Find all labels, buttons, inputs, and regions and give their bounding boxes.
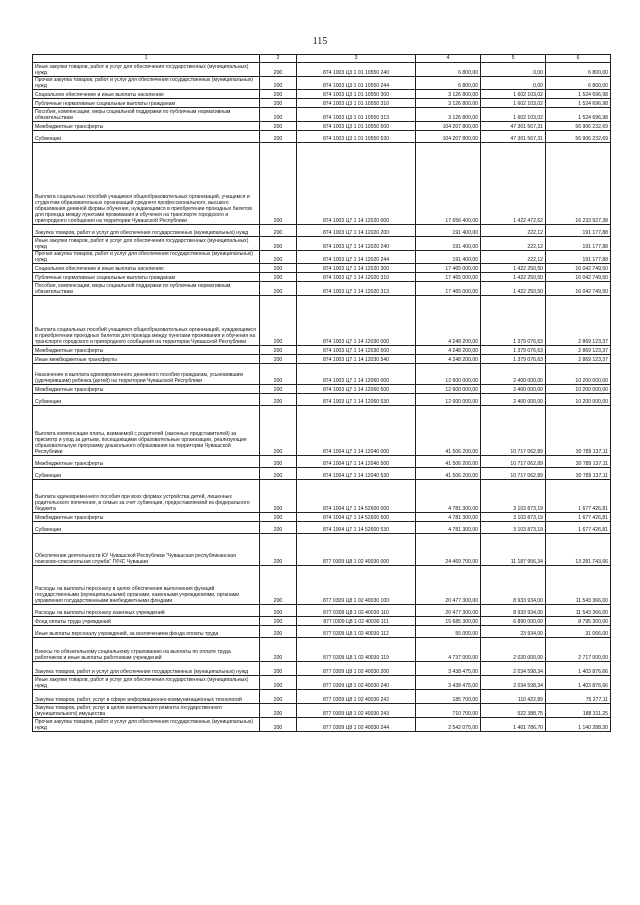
row-name-cell: Субвенции	[33, 522, 260, 534]
line-code-cell: 200	[260, 522, 297, 534]
row-name-cell: Закупка товаров, работ, услуг в сфере информационно-коммуникационных технологий	[33, 690, 260, 704]
approved-amount-cell: 41 506 200,00	[416, 456, 481, 468]
unexecuted-amount-cell: 56 906 232,69	[546, 122, 611, 131]
executed-amount-cell: 1 422 250,50	[481, 282, 546, 296]
line-code-cell: 200	[260, 273, 297, 282]
budget-classification-code-cell: 874 1003 Ц7 1 14 12020 244	[297, 251, 416, 264]
table-row	[33, 676, 611, 690]
table-row	[33, 718, 611, 732]
approved-amount-cell: 4 781 300,00	[416, 522, 481, 534]
row-name-cell: Межбюджетные трансферты	[33, 122, 260, 131]
unexecuted-amount-cell: 6 800,00	[546, 77, 611, 90]
unexecuted-amount-cell: 11 543 366,00	[546, 605, 611, 617]
executed-amount-cell: 1 422 250,50	[481, 264, 546, 273]
line-code-cell: 200	[260, 690, 297, 704]
budget-classification-code-cell: 874 1003 Ц7 1 14 12060 530	[297, 394, 416, 406]
approved-amount-cell: 4 248 200,00	[416, 346, 481, 355]
budget-classification-code-cell: 877 0309 Ц8 1 02 40030 240	[297, 676, 416, 690]
row-name-cell: Публичные нормативные социальные выплаты гражданам	[33, 273, 260, 282]
executed-amount-cell: 8 933 934,00	[481, 566, 546, 605]
approved-amount-cell: 104 207 800,00	[416, 131, 481, 143]
row-name-cell: Социальное обеспечение и иные выплаты населению	[33, 264, 260, 273]
approved-amount-cell: 710 700,00	[416, 704, 481, 718]
approved-amount-cell: 104 207 800,00	[416, 122, 481, 131]
table-row	[33, 77, 611, 90]
table-row	[33, 566, 611, 605]
table-row	[33, 225, 611, 237]
executed-amount-cell: 1 602 103,02	[481, 108, 546, 122]
line-code-cell: 200	[260, 77, 297, 90]
budget-classification-code-cell: 877 0309 Ц8 1 02 40030 110	[297, 605, 416, 617]
line-code-cell: 200	[260, 90, 297, 99]
approved-amount-cell: 4 781 300,00	[416, 513, 481, 522]
budget-classification-code-cell: 874 1003 Ц3 1 01 10550 313	[297, 108, 416, 122]
unexecuted-amount-cell: 191 177,88	[546, 225, 611, 237]
unexecuted-amount-cell: 11 543 366,00	[546, 566, 611, 605]
table-row	[33, 122, 611, 131]
column-number: 3	[297, 55, 416, 63]
page-number: 115	[312, 36, 328, 47]
unexecuted-amount-cell: 16 042 749,50	[546, 273, 611, 282]
table-row	[33, 394, 611, 406]
line-code-cell: 200	[260, 617, 297, 626]
line-code-cell: 200	[260, 99, 297, 108]
row-name-cell: Расходы на выплаты персоналу в целях обеспечения выполнения функций государственными (муниципальными) органами, казенными учреждениями, органами управления государственными внебюджетными фондами	[33, 566, 260, 605]
executed-amount-cell: 222,12	[481, 251, 546, 264]
approved-amount-cell: 3 126 800,00	[416, 108, 481, 122]
table-row	[33, 513, 611, 522]
unexecuted-amount-cell: 10 200 000,00	[546, 364, 611, 385]
unexecuted-amount-cell: 56 906 232,69	[546, 131, 611, 143]
executed-amount-cell: 1 422 472,62	[481, 143, 546, 225]
unexecuted-amount-cell: 1 403 876,66	[546, 662, 611, 676]
row-name-cell: Прочая закупка товаров, работ и услуг для обеспечения государственных (муниципальных) нужд	[33, 251, 260, 264]
unexecuted-amount-cell: 16 042 749,50	[546, 264, 611, 273]
unexecuted-amount-cell: 1 140 288,30	[546, 718, 611, 732]
executed-amount-cell: 10 717 062,89	[481, 406, 546, 456]
table-row	[33, 626, 611, 638]
executed-amount-cell: 10 717 062,89	[481, 456, 546, 468]
row-name-cell: Иные межбюджетные трансферты	[33, 355, 260, 364]
budget-classification-code-cell: 874 1004 Ц7 1 14 12040 000	[297, 406, 416, 456]
line-code-cell: 200	[260, 131, 297, 143]
approved-amount-cell: 191 400,00	[416, 237, 481, 251]
executed-amount-cell: 110 422,89	[481, 690, 546, 704]
executed-amount-cell: 2 400 000,00	[481, 385, 546, 394]
unexecuted-amount-cell: 30 789 137,11	[546, 406, 611, 456]
executed-amount-cell: 0,00	[481, 63, 546, 77]
table-row	[33, 90, 611, 99]
unexecuted-amount-cell: 1 677 426,81	[546, 513, 611, 522]
row-name-cell: Межбюджетные трансферты	[33, 385, 260, 394]
unexecuted-amount-cell: 2 717 000,00	[546, 638, 611, 662]
executed-amount-cell: 23 934,00	[481, 626, 546, 638]
budget-classification-code-cell: 874 1003 Ц7 1 14 12020 000	[297, 143, 416, 225]
table-row	[33, 364, 611, 385]
table-row	[33, 534, 611, 566]
approved-amount-cell: 15 685 300,00	[416, 617, 481, 626]
table-row	[33, 704, 611, 718]
executed-amount-cell: 2 034 598,34	[481, 662, 546, 676]
approved-amount-cell: 12 600 000,00	[416, 385, 481, 394]
budget-classification-code-cell: 874 1003 Ц3 1 01 10550 310	[297, 99, 416, 108]
budget-classification-code-cell: 874 1003 Ц7 1 14 12060 500	[297, 385, 416, 394]
row-name-cell: Социальное обеспечение и иные выплаты населению	[33, 90, 260, 99]
executed-amount-cell: 1 379 076,63	[481, 355, 546, 364]
line-code-cell: 200	[260, 480, 297, 513]
table-row	[33, 237, 611, 251]
table-row	[33, 468, 611, 480]
unexecuted-amount-cell: 1 403 876,66	[546, 676, 611, 690]
budget-classification-code-cell: 874 1003 Ц7 1 14 12020 300	[297, 264, 416, 273]
row-name-cell: Фонд оплаты труда учреждений	[33, 617, 260, 626]
approved-amount-cell: 17 656 400,00	[416, 143, 481, 225]
approved-amount-cell: 6 800,00	[416, 77, 481, 90]
row-name-cell: Иные закупки товаров, работ и услуг для обеспечения государственных (муниципальных) нужд	[33, 237, 260, 251]
budget-classification-code-cell: 877 0309 Ц8 1 02 40030 100	[297, 566, 416, 605]
budget-classification-code-cell: 877 0309 Ц8 1 02 40030 112	[297, 626, 416, 638]
table-row	[33, 406, 611, 456]
budget-classification-code-cell: 877 0309 Ц8 1 02 40030 200	[297, 662, 416, 676]
executed-amount-cell: 1 422 250,50	[481, 273, 546, 282]
unexecuted-amount-cell: 31 066,00	[546, 626, 611, 638]
unexecuted-amount-cell: 2 869 123,37	[546, 355, 611, 364]
row-name-cell: Взносы по обязательному социальному страхованию на выплаты по оплате труда работников и иные выплаты работникам учреждений	[33, 638, 260, 662]
unexecuted-amount-cell: 2 869 123,37	[546, 346, 611, 355]
approved-amount-cell: 17 465 000,00	[416, 282, 481, 296]
unexecuted-amount-cell: 2 869 123,37	[546, 296, 611, 346]
line-code-cell: 200	[260, 638, 297, 662]
line-code-cell: 200	[260, 385, 297, 394]
executed-amount-cell: 10 717 062,89	[481, 468, 546, 480]
line-code-cell: 200	[260, 282, 297, 296]
approved-amount-cell: 191 400,00	[416, 225, 481, 237]
row-name-cell: Субвенции	[33, 394, 260, 406]
line-code-cell: 200	[260, 605, 297, 617]
approved-amount-cell: 12 600 000,00	[416, 394, 481, 406]
row-name-cell: Назначение и выплата единовременного денежного пособия гражданам, усыновившим (удочерившим) ребенка (детей) на территории Чувашской Республики	[33, 364, 260, 385]
executed-amount-cell: 2 400 000,00	[481, 364, 546, 385]
table-row	[33, 251, 611, 264]
table-row	[33, 131, 611, 143]
unexecuted-amount-cell: 8 795 300,00	[546, 617, 611, 626]
approved-amount-cell: 3 438 475,00	[416, 662, 481, 676]
line-code-cell: 200	[260, 143, 297, 225]
row-name-cell: Иные выплаты персоналу учреждений, за исключением фонда оплаты труда	[33, 626, 260, 638]
budget-classification-code-cell: 874 1004 Ц7 1 14 52600 000	[297, 480, 416, 513]
line-code-cell: 200	[260, 704, 297, 718]
budget-classification-code-cell: 877 0309 Ц8 1 02 40030 242	[297, 690, 416, 704]
table-row	[33, 638, 611, 662]
approved-amount-cell: 185 700,00	[416, 690, 481, 704]
approved-amount-cell: 55 000,00	[416, 626, 481, 638]
executed-amount-cell: 3 103 873,19	[481, 480, 546, 513]
row-name-cell: Пособия, компенсации, меры социальной поддержки по публичным нормативным обязательствам	[33, 108, 260, 122]
row-name-cell: Закупка товаров, работ и услуг для обеспечения государственных (муниципальных) нужд	[33, 225, 260, 237]
budget-classification-code-cell: 874 1003 Ц3 1 01 10550 300	[297, 90, 416, 99]
row-name-cell: Межбюджетные трансферты	[33, 513, 260, 522]
table-row	[33, 605, 611, 617]
unexecuted-amount-cell: 1 524 696,98	[546, 108, 611, 122]
executed-amount-cell: 2 400 000,00	[481, 394, 546, 406]
executed-amount-cell: 47 301 567,31	[481, 131, 546, 143]
table-row	[33, 264, 611, 273]
approved-amount-cell: 17 465 000,00	[416, 264, 481, 273]
budget-classification-code-cell: 874 1003 Ц3 1 01 10550 244	[297, 77, 416, 90]
row-name-cell: Выплата социальных пособий учащимся общеобразовательных организаций, нуждающимся в приобретении проездных билетов для проезда между пунктами проживания и обучения на транспорте городского и пригородного сообщения на территории Чувашской Республики	[33, 296, 260, 346]
column-number: 6	[546, 55, 611, 63]
column-number: 2	[260, 55, 297, 63]
executed-amount-cell: 3 103 873,19	[481, 513, 546, 522]
approved-amount-cell: 191 400,00	[416, 251, 481, 264]
row-name-cell: Иные закупки товаров, работ и услуг для обеспечения государственных (муниципальных) нужд	[33, 676, 260, 690]
unexecuted-amount-cell: 6 800,00	[546, 63, 611, 77]
line-code-cell: 200	[260, 237, 297, 251]
column-number-row	[33, 55, 611, 63]
table-row	[33, 99, 611, 108]
line-code-cell: 200	[260, 534, 297, 566]
line-code-cell: 200	[260, 355, 297, 364]
approved-amount-cell: 4 781 300,00	[416, 480, 481, 513]
table-row	[33, 282, 611, 296]
budget-classification-code-cell: 874 1003 Ц7 1 14 12020 240	[297, 237, 416, 251]
approved-amount-cell: 17 465 000,00	[416, 273, 481, 282]
row-name-cell: Иные закупки товаров, работ и услуг для обеспечения государственных (муниципальных) нужд	[33, 63, 260, 77]
row-name-cell: Выплата единовременного пособия при всех формах устройства детей, лишенных родительского попечения, в семью за счет субвенции, предоставляемой из федерального бюджета	[33, 480, 260, 513]
line-code-cell: 200	[260, 468, 297, 480]
unexecuted-amount-cell: 16 233 927,38	[546, 143, 611, 225]
budget-classification-code-cell: 874 1003 Ц7 1 14 12030 540	[297, 355, 416, 364]
line-code-cell: 200	[260, 364, 297, 385]
approved-amount-cell: 3 126 800,00	[416, 90, 481, 99]
budget-classification-code-cell: 877 0309 Ц8 1 02 40030 000	[297, 534, 416, 566]
unexecuted-amount-cell: 16 042 749,50	[546, 282, 611, 296]
executed-amount-cell: 1 602 103,02	[481, 90, 546, 99]
budget-classification-code-cell: 874 1004 Ц7 1 14 52600 500	[297, 513, 416, 522]
executed-amount-cell: 47 301 567,31	[481, 122, 546, 131]
column-number: 4	[416, 55, 481, 63]
table-row	[33, 662, 611, 676]
row-name-cell: Субвенции	[33, 468, 260, 480]
table-row	[33, 108, 611, 122]
table-row	[33, 617, 611, 626]
approved-amount-cell: 4 248 200,00	[416, 355, 481, 364]
budget-execution-table	[32, 54, 611, 732]
row-name-cell: Выплата социальных пособий учащимся общеобразовательных организаций, учащимся и студентам образовательных организаций среднего профессионального, высшего образования дневной формы обучения, нуждающимся в приобретении проездных билетов для проезда между пунктами проживания и обучения на транспорте городского и пригородного сообщения на территории Чувашской Республики	[33, 143, 260, 225]
executed-amount-cell: 1 401 786,70	[481, 718, 546, 732]
table-row	[33, 456, 611, 468]
budget-classification-code-cell: 874 1003 Ц7 1 14 12030 500	[297, 346, 416, 355]
approved-amount-cell: 20 477 300,00	[416, 605, 481, 617]
budget-classification-code-cell: 877 0309 Ц8 1 02 40030 243	[297, 704, 416, 718]
budget-classification-code-cell: 874 1003 Ц7 1 14 12030 000	[297, 296, 416, 346]
unexecuted-amount-cell: 30 789 137,11	[546, 456, 611, 468]
line-code-cell: 200	[260, 225, 297, 237]
unexecuted-amount-cell: 1 677 426,81	[546, 480, 611, 513]
unexecuted-amount-cell: 1 524 696,98	[546, 99, 611, 108]
column-number: 5	[481, 55, 546, 63]
approved-amount-cell: 20 477 300,00	[416, 566, 481, 605]
executed-amount-cell: 6 890 000,00	[481, 617, 546, 626]
approved-amount-cell: 2 542 075,00	[416, 718, 481, 732]
line-code-cell: 200	[260, 718, 297, 732]
budget-classification-code-cell: 874 1003 Ц3 1 01 10550 240	[297, 63, 416, 77]
row-name-cell: Публичные нормативные социальные выплаты гражданам	[33, 99, 260, 108]
table-row	[33, 63, 611, 77]
line-code-cell: 200	[260, 346, 297, 355]
executed-amount-cell: 0,00	[481, 77, 546, 90]
unexecuted-amount-cell: 10 200 000,00	[546, 385, 611, 394]
executed-amount-cell: 1 602 103,02	[481, 99, 546, 108]
table-row	[33, 296, 611, 346]
table-row	[33, 480, 611, 513]
approved-amount-cell: 3 438 475,00	[416, 676, 481, 690]
unexecuted-amount-cell: 30 789 137,11	[546, 468, 611, 480]
executed-amount-cell: 3 103 873,19	[481, 522, 546, 534]
approved-amount-cell: 3 126 800,00	[416, 99, 481, 108]
row-name-cell: Прочая закупка товаров, работ и услуг для обеспечения государственных (муниципальных) нужд	[33, 718, 260, 732]
line-code-cell: 200	[260, 662, 297, 676]
approved-amount-cell: 4 737 000,00	[416, 638, 481, 662]
budget-classification-code-cell: 874 1003 Ц3 1 01 10550 530	[297, 131, 416, 143]
budget-classification-code-cell: 874 1003 Ц7 1 14 12020 200	[297, 225, 416, 237]
unexecuted-amount-cell: 188 311,25	[546, 704, 611, 718]
budget-classification-code-cell: 874 1003 Ц7 1 14 12020 310	[297, 273, 416, 282]
table-row	[33, 273, 611, 282]
row-name-cell: Выплата компенсации платы, взимаемой с родителей (законных представителей) за присмотр и уход за детьми, посещающими образовательные организации, реализующие образовательную программу дошкольного образования на территории Чувашской Республики	[33, 406, 260, 456]
budget-classification-code-cell: 874 1003 Ц7 1 14 12020 313	[297, 282, 416, 296]
approved-amount-cell: 41 506 200,00	[416, 468, 481, 480]
line-code-cell: 200	[260, 566, 297, 605]
approved-amount-cell: 4 248 200,00	[416, 296, 481, 346]
approved-amount-cell: 41 506 200,00	[416, 406, 481, 456]
executed-amount-cell: 222,12	[481, 225, 546, 237]
line-code-cell: 200	[260, 122, 297, 131]
unexecuted-amount-cell: 13 281 743,66	[546, 534, 611, 566]
line-code-cell: 200	[260, 676, 297, 690]
approved-amount-cell: 24 469 700,00	[416, 534, 481, 566]
row-name-cell: Закупка товаров, работ, услуг в целях капитального ремонта государственного (муниципального) имущества	[33, 704, 260, 718]
row-name-cell: Закупка товаров, работ и услуг для обеспечения государственных (муниципальных) нужд	[33, 662, 260, 676]
budget-classification-code-cell: 877 0309 Ц8 1 02 40030 119	[297, 638, 416, 662]
table-row	[33, 355, 611, 364]
unexecuted-amount-cell: 10 200 000,00	[546, 394, 611, 406]
unexecuted-amount-cell: 191 177,88	[546, 237, 611, 251]
line-code-cell: 200	[260, 513, 297, 522]
line-code-cell: 200	[260, 406, 297, 456]
executed-amount-cell: 522 388,75	[481, 704, 546, 718]
row-name-cell: Обеспечение деятельности КУ Чувашской Республики "Чувашская республиканская поисково-спасательная служба" ГКЧС Чувашии	[33, 534, 260, 566]
line-code-cell: 200	[260, 626, 297, 638]
table-row	[33, 143, 611, 225]
budget-classification-code-cell: 874 1004 Ц7 1 14 52600 530	[297, 522, 416, 534]
line-code-cell: 200	[260, 264, 297, 273]
row-name-cell: Межбюджетные трансферты	[33, 346, 260, 355]
unexecuted-amount-cell: 191 177,88	[546, 251, 611, 264]
budget-classification-code-cell: 874 1003 Ц3 1 01 10550 500	[297, 122, 416, 131]
line-code-cell: 200	[260, 296, 297, 346]
budget-classification-code-cell: 874 1003 Ц7 1 14 12060 000	[297, 364, 416, 385]
approved-amount-cell: 6 800,00	[416, 63, 481, 77]
executed-amount-cell: 2 034 598,34	[481, 676, 546, 690]
column-number: 1	[33, 55, 260, 63]
unexecuted-amount-cell: 1 524 696,98	[546, 90, 611, 99]
executed-amount-cell: 222,12	[481, 237, 546, 251]
budget-classification-code-cell: 874 1004 Ц7 1 14 12040 500	[297, 456, 416, 468]
line-code-cell: 200	[260, 63, 297, 77]
table-row	[33, 522, 611, 534]
budget-classification-code-cell: 877 0309 Ц8 1 02 40030 111	[297, 617, 416, 626]
row-name-cell: Субвенции	[33, 131, 260, 143]
line-code-cell: 200	[260, 251, 297, 264]
executed-amount-cell: 1 379 076,63	[481, 296, 546, 346]
line-code-cell: 200	[260, 394, 297, 406]
unexecuted-amount-cell: 1 677 426,81	[546, 522, 611, 534]
row-name-cell: Межбюджетные трансферты	[33, 456, 260, 468]
table-row	[33, 385, 611, 394]
table-row	[33, 690, 611, 704]
executed-amount-cell: 8 933 934,00	[481, 605, 546, 617]
unexecuted-amount-cell: 75 277,11	[546, 690, 611, 704]
row-name-cell: Прочая закупка товаров, работ и услуг для обеспечения государственных (муниципальных) нужд	[33, 77, 260, 90]
line-code-cell: 200	[260, 456, 297, 468]
row-name-cell: Расходы на выплаты персоналу казенных учреждений	[33, 605, 260, 617]
approved-amount-cell: 12 600 000,00	[416, 364, 481, 385]
row-name-cell: Пособия, компенсации, меры социальной поддержки по публичным нормативным обязательствам	[33, 282, 260, 296]
line-code-cell: 200	[260, 108, 297, 122]
budget-classification-code-cell: 877 0309 Ц8 1 02 40030 244	[297, 718, 416, 732]
executed-amount-cell: 2 020 000,00	[481, 638, 546, 662]
table-row	[33, 346, 611, 355]
executed-amount-cell: 1 379 076,63	[481, 346, 546, 355]
executed-amount-cell: 11 187 956,34	[481, 534, 546, 566]
budget-classification-code-cell: 874 1004 Ц7 1 14 12040 530	[297, 468, 416, 480]
